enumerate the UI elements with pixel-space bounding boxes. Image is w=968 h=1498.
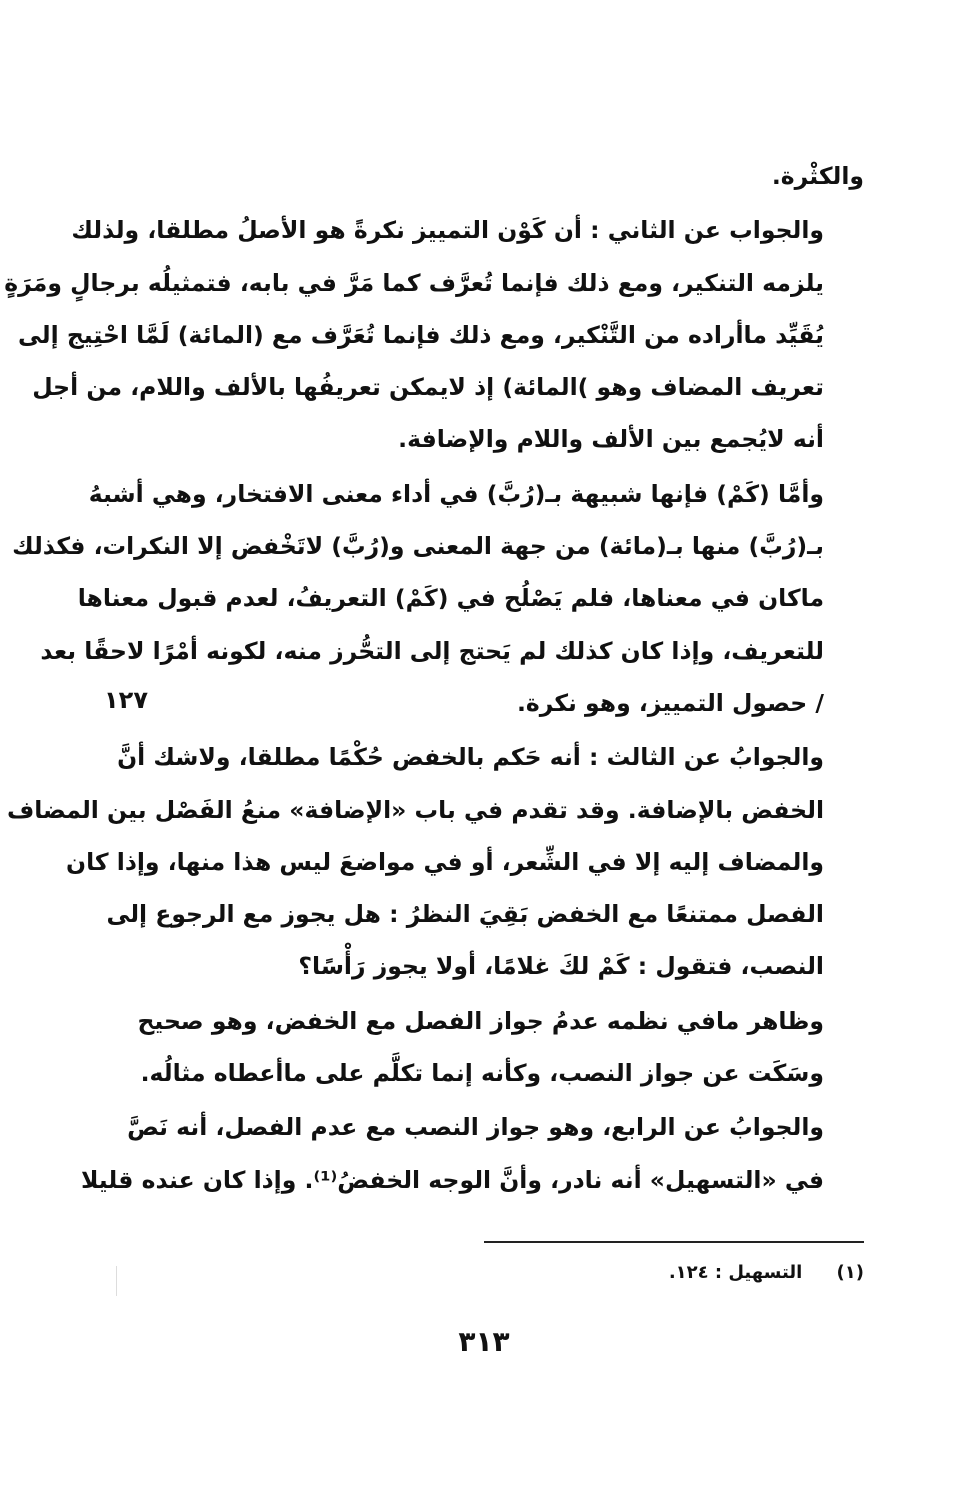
text-line: ماكان في معناها، فلم يَصْلُح في (كَمْ) التعريفُ، لعدم قبول معناها <box>77 584 824 613</box>
paragraph <box>80 1101 864 1206</box>
paragraph <box>6 731 864 992</box>
page-number: ٣١٣ <box>458 1325 510 1358</box>
text-line: في «التسهيل» أنه نادر، وأنَّ الوجه الخفضُ⁽¹⁾. وإذا كان عنده قليلا <box>80 1165 824 1194</box>
paragraph <box>178 150 864 202</box>
text-line: والجوابُ عن الثالث : أنه حَكم بالخفض حُكْمًا مطلقا، ولاشك أنَّ <box>117 743 824 772</box>
margin-page-reference: ١٢٧ <box>104 686 148 714</box>
text-line: للتعريف، وإذا كان كذلك لم يَحتج إلى التحُّرز منه، لكونه أمْرًا لاحقًا بعد <box>40 636 824 665</box>
text-line: والمضاف إليه إلا في الشِّعر، أو في مواضعَ ليس هذا منها، وإذا كان <box>66 847 824 876</box>
scan-artifact <box>116 1266 117 1296</box>
text-line: يُقَيِّد ماأراده من التَّنْكير، ومع ذلك فإنما تُعَرَّف مع (المائة) لَمَّا احْتِيج إلى <box>18 320 824 349</box>
footnote-mark: (١) <box>836 1262 864 1283</box>
text-line: النصب، فتقول : كَمْ لكَ غلامًا، أولا يجوز رَأْسًا؟ <box>298 952 824 981</box>
text-line: والجواب عن الثاني : أن كَوْن التمييز نكرةً هو الأصلُ مطلقا، ولذلك <box>71 216 824 245</box>
text-line: بـ(رُبَّ) منها بـ(مائة) من جهة المعنى و(رُبَّ) لاتَخْفض إلا النكرات، فكذلك <box>12 532 824 561</box>
text-line: والكثْرة. <box>771 162 864 190</box>
text-line: وظاهر مافي نظمه عدمُ جواز الفصل مع الخفض، وهو صحيح <box>137 1006 824 1035</box>
text-line: تعريف المضاف وهو )المائة) إذ لايمكن تعريفُها بالألف واللام، من أجل <box>32 373 824 402</box>
text-line: يلزمه التنكير، ومع ذلك فإنما تُعرَّف كما مَرَّ في بابه، فتمثيلُه برجالٍ ومَرَةٍ <box>4 268 824 297</box>
text-line: والجوابُ عن الرابع، وهو جواز النصب مع عدم الفصل، أنه نَصَّ <box>127 1113 824 1142</box>
footnote-separator <box>484 1241 864 1243</box>
text-line: وسَكَت عن جواز النصب، وكأنه إنما تكلَّم على ماأعطاه مثالُه. <box>140 1059 824 1088</box>
paragraph <box>137 995 864 1100</box>
text-line: أنه لايُجمع بين الألف واللام والإضافة. <box>398 425 824 454</box>
footnote <box>600 1262 864 1283</box>
paragraph <box>4 204 864 465</box>
footnote-text: التسهيل : ١٢٤. <box>668 1262 803 1283</box>
text-line: وأمَّا (كَمْ) فإنها شبيهة بـ(رُبَّ) في أداء معنى الافتخار، وهي أشبهُ <box>88 479 824 508</box>
text-line: الخفض بالإضافة. وقد تقدم في باب «الإضافة» منعُ الفَصْل بين المضاف <box>6 795 824 824</box>
text-line: / حصول التمييز، وهو نكرة. <box>516 688 824 717</box>
text-line: الفصل ممتنعًا مع الخفض بَقِيَ النظرُ : هل يجوز مع الرجوع إلى <box>106 900 824 929</box>
